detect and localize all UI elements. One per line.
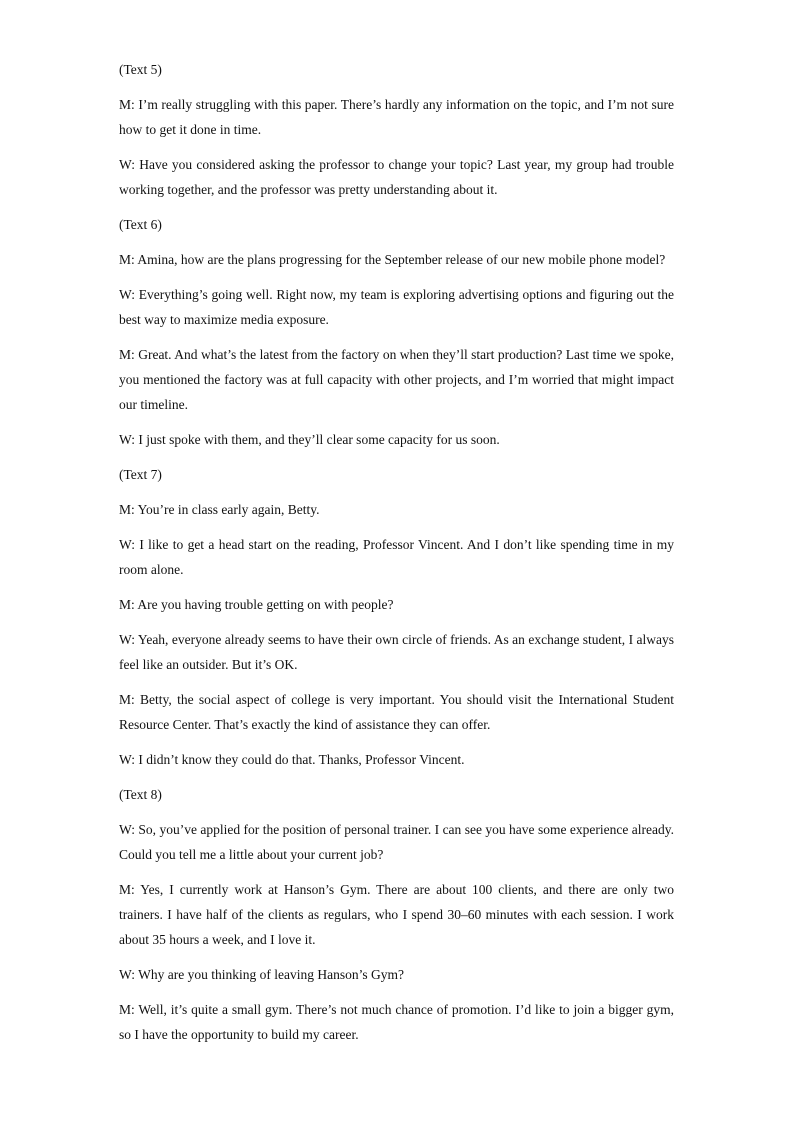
- dialogue-line: W: Yeah, everyone already seems to have their own circle of friends. As an exchange student, I always feel like an outsider. But it’s OK.: [119, 632, 674, 672]
- dialogue-line: W: I just spoke with them, and they’ll clear some capacity for us soon.: [119, 432, 500, 447]
- dialogue-line: W: Have you considered asking the professor to change your topic? Last year, my group had trouble working together, and the professor was pretty understanding about it.: [119, 157, 674, 197]
- dialogue-line: M: Well, it’s quite a small gym. There’s not much chance of promotion. I’d like to join a bigger gym, so I have the opportunity to build my career.: [119, 1002, 674, 1042]
- dialogue-line: M: Great. And what’s the latest from the factory on when they’ll start production? Last time we spoke, you mentioned the factory was at full capacity with other projects, and I’m worried that might impact our timeline.: [119, 347, 674, 412]
- dialogue-line: W: So, you’ve applied for the position of personal trainer. I can see you have some experience already. Could you tell me a little about your current job?: [119, 822, 674, 862]
- dialogue-line: W: I like to get a head start on the reading, Professor Vincent. And I don’t like spending time in my room alone.: [119, 537, 674, 577]
- dialogue-line: M: Betty, the social aspect of college is very important. You should visit the International Student Resource Center. That’s exactly the kind of assistance they can offer.: [119, 692, 674, 732]
- text-7-heading: (Text 7): [119, 467, 162, 482]
- dialogue-line: W: Everything’s going well. Right now, my team is exploring advertising options and figuring out the best way to maximize media exposure.: [119, 287, 674, 327]
- dialogue-line: M: Yes, I currently work at Hanson’s Gym. There are about 100 clients, and there are only two trainers. I have half of the clients as regulars, who I spend 30–60 minutes with each session. I work about 35 hours a week, and I love it.: [119, 882, 674, 947]
- dialogue-line: W: I didn’t know they could do that. Thanks, Professor Vincent.: [119, 752, 465, 767]
- dialogue-line: M: Are you having trouble getting on with people?: [119, 597, 394, 612]
- dialogue-line: M: I’m really struggling with this paper. There’s hardly any information on the topic, and I’m not sure how to get it done in time.: [119, 97, 674, 137]
- transcript-body: [119, 57, 674, 1057]
- dialogue-line: M: Amina, how are the plans progressing for the September release of our new mobile phone model?: [119, 252, 666, 267]
- dialogue-line: W: Why are you thinking of leaving Hanson’s Gym?: [119, 967, 404, 982]
- text-5-heading: (Text 5): [119, 62, 162, 77]
- text-6-heading: (Text 6): [119, 217, 162, 232]
- dialogue-line: M: You’re in class early again, Betty.: [119, 502, 320, 517]
- text-8-heading: (Text 8): [119, 787, 162, 802]
